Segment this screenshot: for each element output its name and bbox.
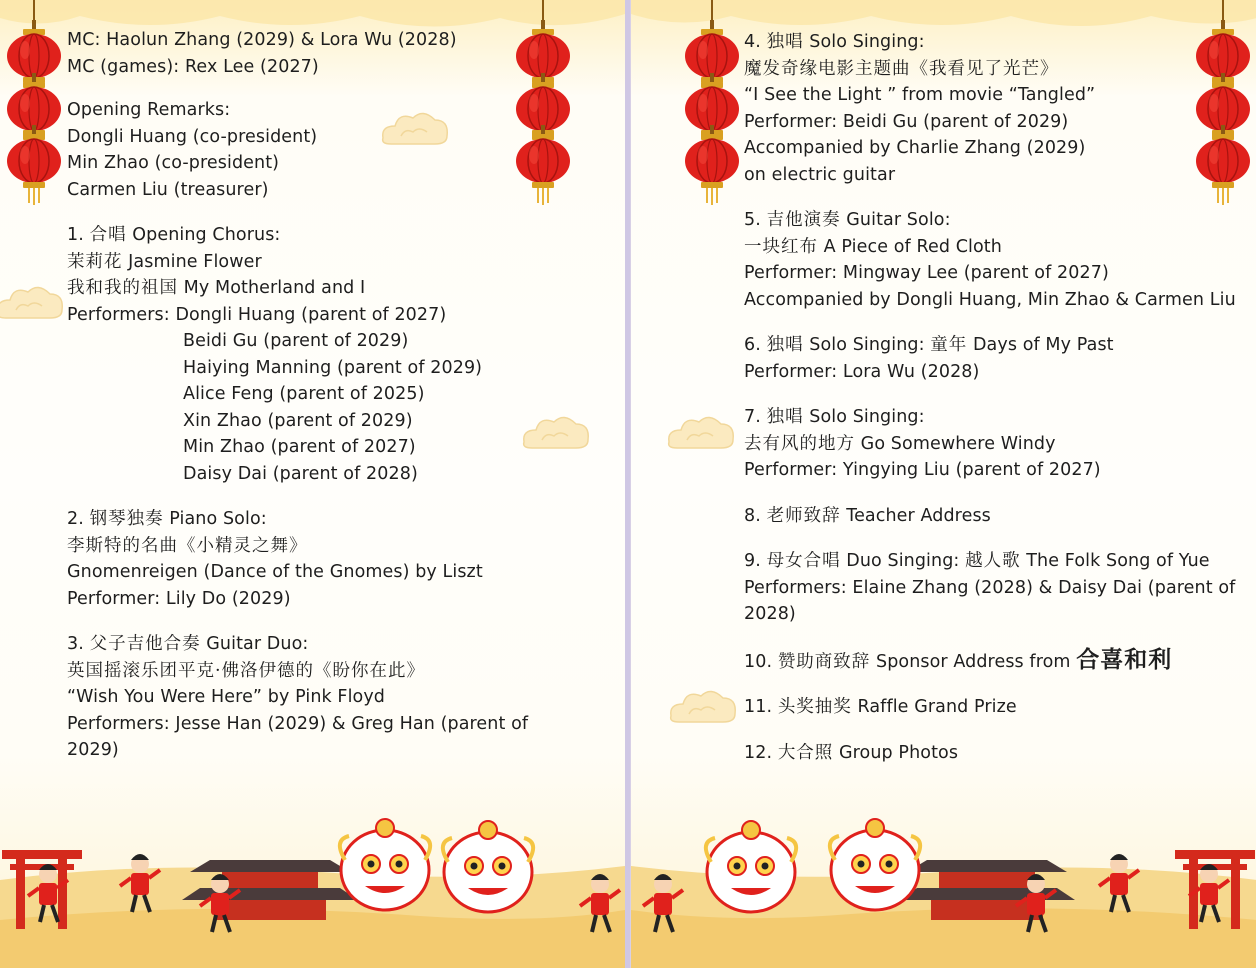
program-item-11 (744, 694, 1249, 721)
item-number: 11. (744, 697, 773, 717)
program-item-4 (744, 29, 1249, 188)
pagoda-icon (899, 860, 1075, 920)
opening-remarks (67, 97, 617, 203)
item-title-zh: 父子吉他合奏 (89, 634, 201, 654)
program-column-left (67, 0, 617, 764)
program-item-5 (744, 207, 1249, 313)
accompanied-line: on electric guitar (744, 164, 896, 185)
performer-line: Performer: Lora Wu (2028) (744, 361, 980, 382)
song-line (744, 234, 1249, 261)
item-title-en: Piano Solo: (169, 509, 267, 529)
item-heading (744, 740, 1249, 767)
program-item-7 (744, 404, 1249, 484)
item-title-en: Solo Singing: (809, 32, 925, 52)
song-title-zh: 去有风的地方 (744, 433, 855, 454)
sponsor-name: 合喜和利 (1076, 646, 1173, 673)
item-number: 3. (67, 634, 84, 654)
program-item-1 (67, 222, 617, 487)
program-item-10 (744, 647, 1249, 676)
item-number: 5. (744, 210, 761, 230)
accompanied-line: Accompanied by Charlie Zhang (2029) (744, 138, 1086, 158)
item-number: 6. (744, 335, 761, 355)
piece-title-en: “I See the Light ” from movie “Tangled” (744, 85, 1096, 105)
item-title-zh: 头奖抽奖 (777, 697, 852, 717)
opening-remarks-title: Opening Remarks: (67, 100, 231, 120)
performer-name: Xin Zhao (parent of 2029) (183, 410, 413, 431)
song-title-en: Jasmine Flower (128, 251, 262, 272)
performer-line: Performers: Elaine Zhang (2028) & Daisy Dai (parent of 2028) (744, 577, 1236, 624)
piece-title-zh: 李斯特的名曲《小精灵之舞》 (67, 535, 308, 556)
item-title-zh: 大合照 (777, 742, 834, 763)
program-item-9 (744, 548, 1249, 628)
item-title-zh: 母女合唱 (766, 551, 841, 571)
item-heading (744, 694, 1249, 721)
accompanied-line: Accompanied by Dongli Huang, Min Zhao & Carmen Liu (744, 289, 1236, 310)
item-title-zh: 赞助商致辞 (777, 651, 871, 672)
program-item-2 (67, 506, 617, 612)
song-title-zh: 越人歌 (965, 551, 1021, 571)
piece-title-en: Gnomenreigen (Dance of the Gnomes) by Liszt (67, 562, 483, 582)
performer-name: Beidi Gu (parent of 2029) (183, 331, 409, 351)
item-heading (744, 548, 1249, 575)
performer-name: Min Zhao (parent of 2027) (183, 437, 416, 457)
performer-name: Alice Feng (parent of 2025) (183, 384, 425, 404)
song-title-en: A Piece of Red Cloth (823, 236, 1002, 257)
mc-games-line: MC (games): Rex Lee (2027) (67, 56, 319, 77)
item-title-en: Solo Singing: (809, 335, 925, 355)
item-number: 9. (744, 551, 761, 571)
item-number: 7. (744, 407, 761, 427)
performer-line: Performer: Yingying Liu (parent of 2027) (744, 460, 1101, 480)
performer-name: Daisy Dai (parent of 2028) (183, 463, 418, 484)
item-title-en: Guitar Solo: (846, 210, 951, 230)
program-item-8 (744, 503, 1249, 530)
performer-name: Haiying Manning (parent of 2029) (183, 357, 483, 378)
item-title-zh: 独唱 (766, 32, 804, 52)
mc-line: MC: Haolun Zhang (2029) & Lora Wu (2028) (67, 30, 457, 50)
song-line (67, 275, 617, 302)
performer-line: Performer: Lily Do (2029) (67, 588, 291, 609)
chinese-gate-icon (1175, 850, 1255, 929)
song-title-zh: 一块红布 (744, 236, 818, 257)
item-heading (744, 332, 1249, 359)
song-title-en: My Motherland and I (183, 278, 366, 298)
performer-line: Performer: Beidi Gu (parent of 2029) (744, 111, 1069, 132)
item-number: 8. (744, 505, 761, 526)
song-title-zh: 茉莉花 (67, 251, 123, 272)
item-title-en: Solo Singing: (809, 407, 925, 427)
song-line (67, 249, 617, 276)
item-heading (744, 503, 1249, 530)
program-column-right (744, 0, 1249, 766)
item-heading (744, 207, 1249, 234)
item-title-en: Duo Singing: (846, 551, 960, 571)
program-page-left (0, 0, 626, 968)
item-number: 4. (744, 32, 761, 52)
program-item-12 (744, 740, 1249, 767)
performer-line: Performers: Jesse Han (2029) & Greg Han (parent of 2029) (67, 713, 529, 760)
item-number: 1. (67, 225, 84, 245)
item-title-en: Teacher Address (846, 505, 991, 526)
song-title-zh: 童年 (930, 335, 968, 355)
piece-title-zh: 英国摇滚乐团平克·佛洛伊德的《盼你在此》 (67, 660, 426, 681)
item-title-zh: 独唱 (766, 407, 804, 427)
item-heading (744, 404, 1249, 431)
pagoda-icon (182, 860, 358, 920)
item-title-zh: 独唱 (766, 335, 804, 355)
song-line (744, 431, 1249, 458)
performer-line: Performer: Mingway Lee (parent of 2027) (744, 263, 1109, 283)
performer-name: Dongli Huang (parent of 2027) (175, 304, 447, 325)
item-heading (744, 29, 1249, 56)
program-item-3 (67, 631, 617, 764)
item-number: 2. (67, 509, 84, 529)
speaker: Min Zhao (co-president) (67, 153, 280, 173)
item-heading (67, 222, 617, 249)
item-number: 10. (744, 651, 773, 672)
performers-label: Performers: (67, 304, 170, 325)
item-title-zh: 老师致辞 (766, 505, 841, 526)
item-heading (67, 631, 617, 658)
program-page-right (630, 0, 1256, 968)
speaker: Dongli Huang (co-president) (67, 126, 318, 147)
piece-title-zh: 魔发奇缘电影主题曲《我看见了光芒》 (744, 58, 1059, 79)
item-heading (744, 647, 1249, 676)
song-title-zh: 我和我的祖国 (67, 278, 178, 298)
item-title-zh: 合唱 (89, 225, 127, 245)
item-title-en: Opening Chorus: (132, 225, 281, 245)
item-title-en: Group Photos (838, 742, 959, 763)
item-title-en: Raffle Grand Prize (857, 697, 1017, 717)
item-title-zh: 钢琴独奏 (89, 509, 164, 529)
speaker: Carmen Liu (treasurer) (67, 179, 269, 200)
item-title-zh: 吉他演奏 (766, 210, 841, 230)
song-title-en: The Folk Song of Yue (1026, 551, 1210, 571)
item-number: 12. (744, 742, 773, 763)
song-title-en: Days of My Past (972, 335, 1114, 355)
chinese-gate-icon (2, 850, 82, 929)
performer-line (67, 302, 617, 329)
piece-title-en: “Wish You Were Here” by Pink Floyd (67, 687, 386, 707)
item-heading (67, 506, 617, 533)
song-title-en: Go Somewhere Windy (860, 433, 1056, 454)
program-item-6 (744, 332, 1249, 385)
item-title-en: Guitar Duo: (206, 634, 309, 654)
item-title-en: Sponsor Address from (875, 651, 1071, 672)
